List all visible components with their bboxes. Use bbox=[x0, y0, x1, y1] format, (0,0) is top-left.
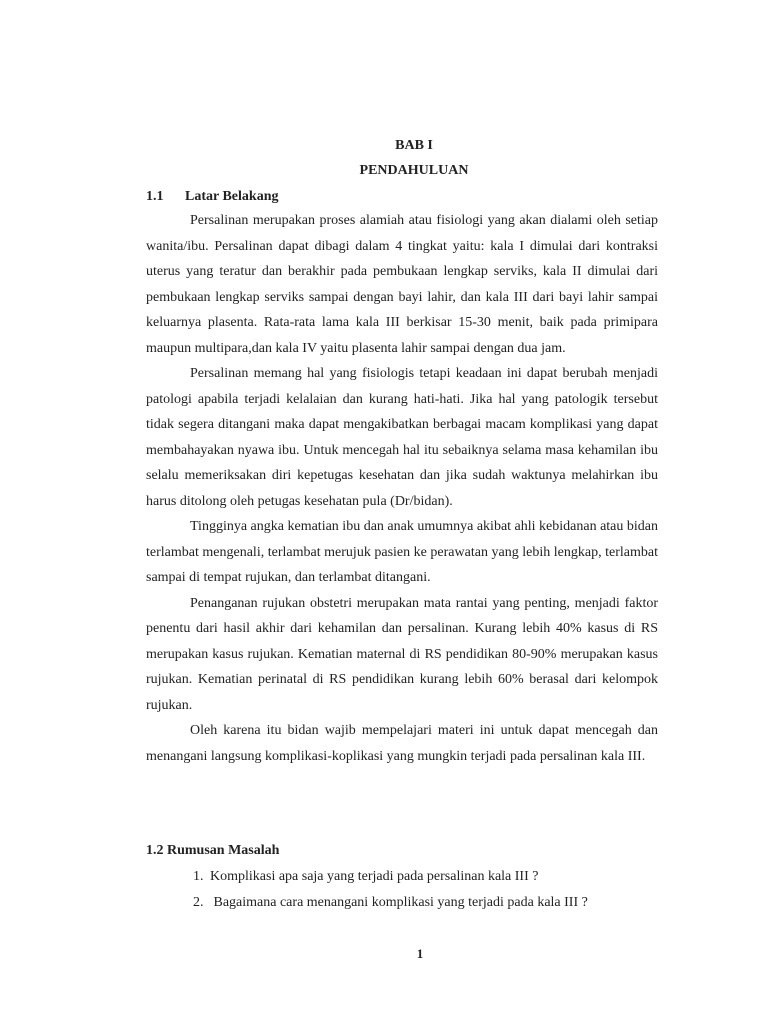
problem-list bbox=[193, 864, 658, 915]
section-heading-rumusan-masalah: 1.2 Rumusan Masalah bbox=[146, 843, 280, 858]
chapter-label: BAB I bbox=[395, 138, 433, 153]
section-title: Latar Belakang bbox=[185, 189, 279, 204]
list-item bbox=[193, 864, 658, 890]
paragraph-4: Penanganan rujukan obstetri merupakan mata rantai yang penting, menjadi faktor penentu dari hasil akhir dari kehamilan dan persalinan. Kurang lebih 40% kasus di RS merupakan kasus rujukan. Kematian maternal di RS pendidikan 80-90% merupakan kasus rujukan. Kematian perinatal di RS pendidikan kurang lebih 60% berasal dari kelompok rujukan. bbox=[146, 595, 658, 713]
page-number: 1 bbox=[416, 946, 424, 961]
list-item bbox=[193, 890, 658, 916]
chapter-title: PENDAHULUAN bbox=[359, 163, 469, 178]
paragraph-1: Persalinan merupakan proses alamiah atau fisiologi yang akan dialami oleh setiap wanita/ibu. Persalinan dapat dibagi dalam 4 tingkat yaitu: kala I dimulai dari kontraksi uterus yang teratur dan berakhir pada pembukaan lengkap serviks, kala II dimulai dari pembukaan lengkap serviks sampai dengan bayi lahir, dan kala III dari bayi lahir sampai keluarnya plasenta. Rata-rata lama kala III berkisar 15-30 menit, baik pada primipara maupun multipara,dan kala IV yaitu plasenta lahir sampai dengan dua jam. bbox=[146, 213, 658, 356]
section-heading-latar-belakang bbox=[146, 189, 278, 205]
paragraph-5: Oleh karena itu bidan wajib mempelajari materi ini untuk dapat mencegah dan menangani langsung komplikasi-koplikasi yang mungkin terjadi pada persalinan kala III. bbox=[146, 723, 658, 764]
section-body-latar-belakang bbox=[146, 208, 658, 769]
section-number: 1.1 bbox=[146, 189, 164, 204]
paragraph-3: Tingginya angka kematian ibu dan anak umumnya akibat ahli kebidanan atau bidan terlambat mengenali, terlambat merujuk pasien ke perawatan yang lebih lengkap, terlambat sampai di tempat rujukan, dan terlambat ditangani. bbox=[146, 519, 658, 585]
list-item-text: Bagaimana cara menangani komplikasi yang terjadi pada kala III ? bbox=[210, 894, 588, 910]
list-item-number: 1. bbox=[193, 869, 204, 884]
list-item-text: Komplikasi apa saja yang terjadi pada persalinan kala III ? bbox=[210, 869, 539, 884]
list-item-number: 2. bbox=[193, 894, 204, 910]
paragraph-2: Persalinan memang hal yang fisiologis tetapi keadaan ini dapat berubah menjadi patologi apabila terjadi kelalaian dan kurang hati-hati. Jika hal yang patologik tersebut tidak segera ditangani maka dapat mengakibatkan berbagai macam komplikasi yang dapat membahayakan nyawa ibu. Untuk mencegah hal itu sebaiknya selama masa kehamilan ibu selalu memeriksakan diri kepetugas kesehatan dan jika sudah waktunya melahirkan ibu harus ditolong oleh petugas kesehatan pula (Dr/bidan). bbox=[146, 366, 658, 509]
